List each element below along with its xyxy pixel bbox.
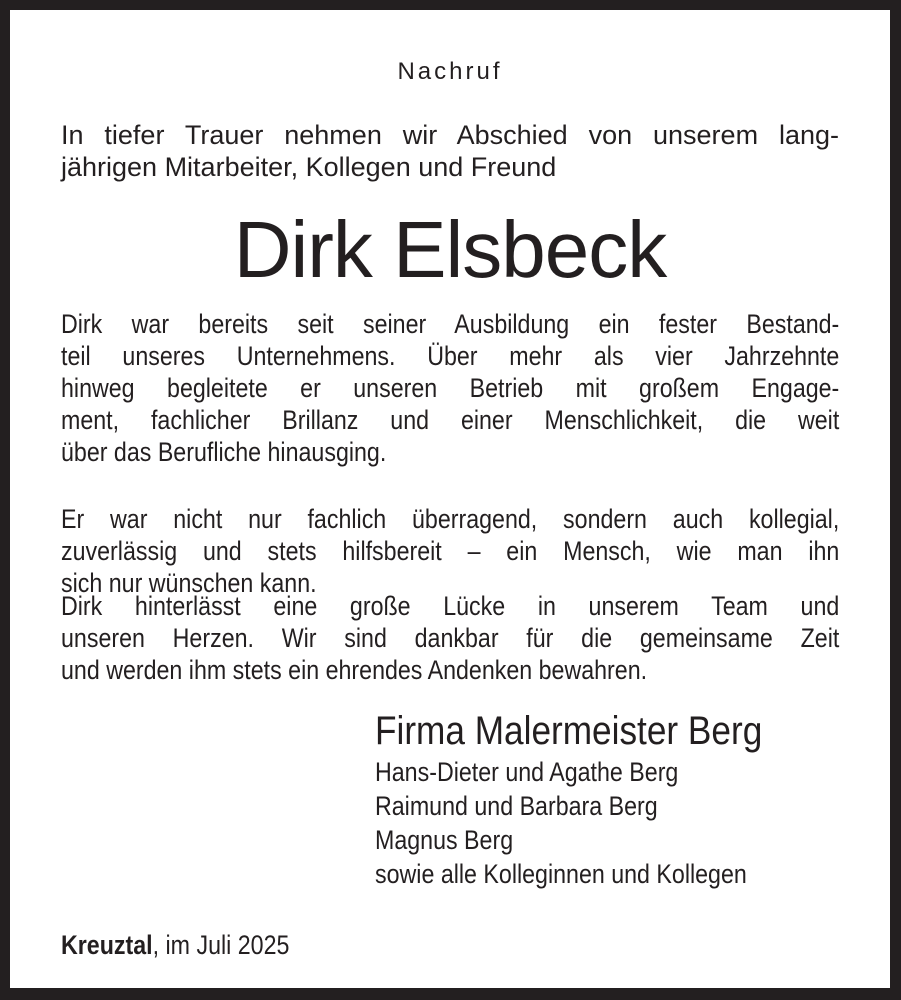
place-name: Kreuztal xyxy=(61,930,153,960)
paragraph-line: hinweg begleitete er unseren Betrieb mit großem Engage- xyxy=(61,373,840,403)
place-and-date xyxy=(61,930,289,961)
obituary-notice xyxy=(10,10,890,988)
paragraph-farewell xyxy=(61,590,839,686)
date-text: , im Juli 2025 xyxy=(152,930,290,960)
paragraph-line: über das Berufliche hinausging. xyxy=(61,437,387,467)
intro-text xyxy=(61,119,839,183)
paragraph-line: Er war nicht nur fachlich überragend, sondern auch kollegial, xyxy=(61,504,840,534)
paragraph-career xyxy=(61,308,839,468)
signatory: Hans-Dieter und Agathe Berg xyxy=(375,757,679,787)
paragraph-line: Dirk hinterlässt eine große Lücke in unserem Team und xyxy=(61,591,840,621)
notice-heading: Nachruf xyxy=(397,58,503,85)
signatory: Raimund und Barbara Berg xyxy=(375,791,658,821)
signatory: sowie alle Kolleginnen und Kollegen xyxy=(375,859,747,889)
paragraph-line: und werden ihm stets ein ehrendes Andenken bewahren. xyxy=(61,655,648,685)
company-name: Firma Malermeister Berg xyxy=(375,709,763,753)
paragraph-line: teil unseres Unternehmens. Über mehr als vier Jahrzehnte xyxy=(61,341,840,371)
signatory: Magnus Berg xyxy=(375,825,514,855)
intro-line: In tiefer Trauer nehmen wir Abschied von unserem lang- xyxy=(61,120,839,150)
paragraph-line: zuverlässig und stets hilfsbereit – ein Mensch, wie man ihn xyxy=(61,536,840,566)
paragraph-line: unseren Herzen. Wir sind dankbar für die gemeinsame Zeit xyxy=(61,623,840,653)
paragraph-line: ment, fachlicher Brillanz und einer Menschlichkeit, die weit xyxy=(61,405,840,435)
signature-block xyxy=(375,707,815,891)
intro-line: jährigen Mitarbeiter, Kollegen und Freund xyxy=(61,152,557,182)
paragraph-line: sich nur wünschen kann. xyxy=(61,568,317,598)
paragraph-line: Dirk war bereits seit seiner Ausbildung ein fester Bestand- xyxy=(61,309,840,339)
paragraph-character xyxy=(61,503,839,599)
deceased-name: Dirk Elsbeck xyxy=(233,205,667,294)
